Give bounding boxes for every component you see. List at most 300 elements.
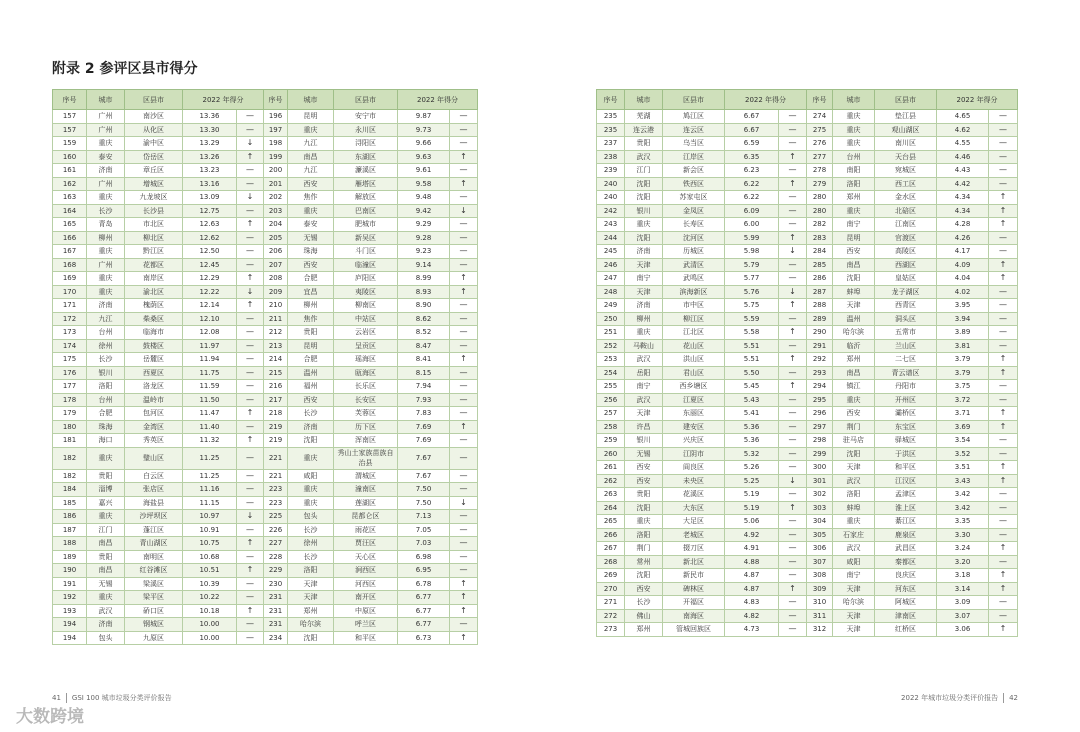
rank-cell: 287: [807, 285, 833, 299]
district-cell: 金湾区: [125, 420, 183, 434]
score-cell: 9.42: [398, 204, 450, 218]
rank-cell: 305: [807, 528, 833, 542]
rank-cell: 252: [597, 339, 625, 353]
district-cell: 沙坪坝区: [125, 510, 183, 524]
score-cell: 7.69: [398, 420, 450, 434]
trend-cell: —: [450, 510, 478, 524]
rank-cell: 280: [807, 191, 833, 205]
district-cell: 呈贡区: [334, 339, 398, 353]
score-cell: 12.14: [183, 299, 237, 313]
district-cell: 渭城区: [334, 469, 398, 483]
district-cell: 江阴市: [663, 447, 725, 461]
table-row: [597, 542, 1018, 556]
rank-cell: 303: [807, 501, 833, 515]
district-cell: 红桥区: [875, 623, 937, 637]
rank-cell: 194: [53, 618, 87, 632]
city-cell: 西安: [288, 177, 334, 191]
city-cell: 无锡: [288, 231, 334, 245]
trend-cell: —: [450, 218, 478, 232]
rank-cell: 242: [597, 204, 625, 218]
table-row: [53, 469, 478, 483]
district-cell: 南明区: [125, 550, 183, 564]
score-cell: 11.25: [183, 469, 237, 483]
city-cell: 重庆: [87, 191, 125, 205]
district-cell: 江北区: [663, 326, 725, 340]
city-cell: 长沙: [288, 550, 334, 564]
trend-cell: —: [237, 420, 264, 434]
rank-cell: 171: [53, 299, 87, 313]
city-cell: 济南: [87, 164, 125, 178]
score-cell: 3.71: [937, 407, 989, 421]
trend-cell: —: [779, 420, 807, 434]
district-cell: 九龙坡区: [125, 191, 183, 205]
rank-cell: 205: [264, 231, 288, 245]
district-cell: 巴南区: [334, 204, 398, 218]
score-cell: 7.03: [398, 537, 450, 551]
score-cell: 10.97: [183, 510, 237, 524]
score-cell: 5.58: [725, 326, 779, 340]
district-cell: 柴桑区: [125, 312, 183, 326]
table-row: [597, 474, 1018, 488]
city-cell: 洛阳: [87, 380, 125, 394]
rank-cell: 191: [53, 577, 87, 591]
district-cell: 雨花区: [334, 523, 398, 537]
score-cell: 4.92: [725, 528, 779, 542]
score-cell: 6.35: [725, 150, 779, 164]
trend-cell: —: [237, 231, 264, 245]
district-cell: 解放区: [334, 191, 398, 205]
rank-cell: 176: [53, 366, 87, 380]
score-cell: 5.36: [725, 434, 779, 448]
table-row: [597, 218, 1018, 232]
district-cell: 掇刀区: [663, 542, 725, 556]
trend-cell: ↑: [989, 366, 1018, 380]
city-cell: 温州: [288, 366, 334, 380]
trend-cell: ↑: [989, 272, 1018, 286]
city-cell: 荆门: [833, 420, 875, 434]
header-district: 区县市: [125, 90, 183, 110]
rank-cell: 231: [264, 618, 288, 632]
trend-cell: —: [779, 339, 807, 353]
district-cell: 章丘区: [125, 164, 183, 178]
trend-cell: —: [989, 596, 1018, 610]
rank-cell: 238: [597, 150, 625, 164]
table-row: [53, 483, 478, 497]
rank-cell: 237: [597, 137, 625, 151]
header-district: 区县市: [663, 90, 725, 110]
city-cell: 济南: [87, 618, 125, 632]
rank-cell: 223: [264, 483, 288, 497]
rank-cell: 208: [264, 272, 288, 286]
district-cell: 贾汪区: [334, 537, 398, 551]
table-row: [53, 564, 478, 578]
trend-cell: —: [450, 312, 478, 326]
city-cell: 重庆: [87, 272, 125, 286]
trend-cell: —: [237, 591, 264, 605]
city-cell: 江门: [625, 164, 663, 178]
rank-cell: 298: [807, 434, 833, 448]
trend-cell: —: [450, 339, 478, 353]
rank-cell: 243: [597, 218, 625, 232]
district-cell: 岳麓区: [125, 353, 183, 367]
district-cell: 东丽区: [663, 407, 725, 421]
city-cell: 西安: [833, 407, 875, 421]
city-cell: 重庆: [87, 285, 125, 299]
trend-cell: —: [237, 631, 264, 645]
score-cell: 5.06: [725, 515, 779, 529]
trend-cell: ↓: [779, 245, 807, 259]
district-cell: 市中区: [663, 299, 725, 313]
rank-cell: 213: [264, 339, 288, 353]
city-cell: 济南: [87, 299, 125, 313]
city-cell: 长沙: [87, 204, 125, 218]
trend-cell: —: [450, 393, 478, 407]
trend-cell: —: [237, 204, 264, 218]
district-cell: 莲湖区: [334, 496, 398, 510]
trend-cell: —: [989, 299, 1018, 313]
district-cell: 花溪区: [663, 488, 725, 502]
score-cell: 11.47: [183, 407, 237, 421]
rank-cell: 178: [53, 393, 87, 407]
score-cell: 12.08: [183, 326, 237, 340]
score-cell: 8.52: [398, 326, 450, 340]
district-cell: 武清区: [663, 258, 725, 272]
district-cell: 九原区: [125, 631, 183, 645]
score-cell: 7.05: [398, 523, 450, 537]
rank-cell: 177: [53, 380, 87, 394]
district-cell: 南开区: [334, 591, 398, 605]
score-cell: 4.91: [725, 542, 779, 556]
score-cell: 4.42: [937, 177, 989, 191]
trend-cell: ↓: [237, 510, 264, 524]
table-row: [597, 596, 1018, 610]
trend-cell: —: [450, 137, 478, 151]
trend-cell: —: [450, 245, 478, 259]
city-cell: 沈阳: [625, 191, 663, 205]
rank-cell: 300: [807, 461, 833, 475]
table-row: [53, 177, 478, 191]
district-cell: 包河区: [125, 407, 183, 421]
trend-cell: —: [237, 523, 264, 537]
trend-cell: —: [779, 528, 807, 542]
city-cell: 重庆: [833, 393, 875, 407]
district-cell: 江夏区: [663, 393, 725, 407]
district-cell: 秀英区: [125, 434, 183, 448]
score-cell: 3.09: [937, 596, 989, 610]
city-cell: 蚌埠: [833, 285, 875, 299]
city-cell: 昆明: [288, 110, 334, 124]
city-cell: 台州: [87, 393, 125, 407]
district-cell: 开州区: [875, 393, 937, 407]
rank-cell: 203: [264, 204, 288, 218]
score-cell: 9.87: [398, 110, 450, 124]
table-row: [53, 164, 478, 178]
city-cell: 南宁: [625, 380, 663, 394]
city-cell: 重庆: [833, 110, 875, 124]
city-cell: 福州: [288, 380, 334, 394]
table-row: [53, 299, 478, 313]
rank-cell: 166: [53, 231, 87, 245]
table-row: [53, 218, 478, 232]
score-cell: 4.43: [937, 164, 989, 178]
district-cell: 南川区: [875, 137, 937, 151]
city-cell: 洛阳: [625, 528, 663, 542]
district-cell: 和平区: [875, 461, 937, 475]
header-city: 城市: [625, 90, 663, 110]
city-cell: 洛阳: [833, 177, 875, 191]
table-row: [53, 231, 478, 245]
rank-cell: 294: [807, 380, 833, 394]
score-cell: 7.50: [398, 496, 450, 510]
district-cell: 皇姑区: [875, 272, 937, 286]
table-row: [53, 312, 478, 326]
trend-cell: ↓: [450, 496, 478, 510]
rank-cell: 302: [807, 488, 833, 502]
district-cell: 新会区: [663, 164, 725, 178]
rank-cell: 234: [264, 631, 288, 645]
rank-cell: 211: [264, 312, 288, 326]
trend-cell: —: [779, 312, 807, 326]
district-cell: 河东区: [875, 582, 937, 596]
trend-cell: —: [989, 150, 1018, 164]
district-cell: 肥城市: [334, 218, 398, 232]
city-cell: 重庆: [87, 245, 125, 259]
rank-cell: 189: [53, 550, 87, 564]
district-cell: 铁西区: [663, 177, 725, 191]
rank-cell: 198: [264, 137, 288, 151]
district-cell: 西夏区: [125, 366, 183, 380]
city-cell: 银川: [625, 204, 663, 218]
score-cell: 9.23: [398, 245, 450, 259]
trend-cell: ↑: [450, 177, 478, 191]
rank-cell: 219: [264, 420, 288, 434]
district-cell: 二七区: [875, 353, 937, 367]
district-cell: 武昌区: [875, 542, 937, 556]
score-cell: 5.77: [725, 272, 779, 286]
score-cell: 3.24: [937, 542, 989, 556]
rank-cell: 262: [597, 474, 625, 488]
rank-cell: 280: [807, 204, 833, 218]
city-cell: 郑州: [288, 604, 334, 618]
rank-cell: 173: [53, 326, 87, 340]
rank-cell: 289: [807, 312, 833, 326]
district-cell: 兰山区: [875, 339, 937, 353]
header-city: 城市: [288, 90, 334, 110]
city-cell: 洛阳: [288, 564, 334, 578]
city-cell: 贵阳: [625, 488, 663, 502]
rank-cell: 214: [264, 353, 288, 367]
rank-cell: 197: [264, 123, 288, 137]
district-cell: 南海区: [663, 609, 725, 623]
district-cell: 江汉区: [875, 474, 937, 488]
score-cell: 11.15: [183, 496, 237, 510]
rank-cell: 194: [53, 631, 87, 645]
table-row: [53, 420, 478, 434]
city-cell: 无锡: [625, 447, 663, 461]
rank-cell: 299: [807, 447, 833, 461]
table-row: [53, 591, 478, 605]
rank-cell: 291: [807, 339, 833, 353]
trend-cell: —: [237, 393, 264, 407]
trend-cell: —: [779, 488, 807, 502]
score-cell: 10.75: [183, 537, 237, 551]
district-cell: 新北区: [663, 555, 725, 569]
trend-cell: —: [237, 447, 264, 469]
trend-cell: —: [989, 434, 1018, 448]
district-cell: 花山区: [663, 339, 725, 353]
district-cell: 昆都仑区: [334, 510, 398, 524]
rank-cell: 259: [597, 434, 625, 448]
district-cell: 市北区: [125, 218, 183, 232]
trend-cell: —: [989, 177, 1018, 191]
score-cell: 9.48: [398, 191, 450, 205]
rank-cell: 192: [53, 591, 87, 605]
score-cell: 6.59: [725, 137, 779, 151]
district-cell: 柳江区: [663, 312, 725, 326]
city-cell: 重庆: [288, 483, 334, 497]
trend-cell: —: [989, 110, 1018, 124]
trend-cell: ↑: [779, 177, 807, 191]
header-score: 2022 年得分: [937, 90, 1018, 110]
score-cell: 3.20: [937, 555, 989, 569]
trend-cell: —: [779, 366, 807, 380]
city-cell: 南昌: [87, 537, 125, 551]
rank-cell: 193: [53, 604, 87, 618]
table-row: [597, 461, 1018, 475]
score-cell: 12.75: [183, 204, 237, 218]
table-header-row: [597, 90, 1018, 110]
district-cell: 温岭市: [125, 393, 183, 407]
city-cell: 岳阳: [625, 366, 663, 380]
header-city: 城市: [87, 90, 125, 110]
score-cell: 12.45: [183, 258, 237, 272]
rank-cell: 182: [53, 447, 87, 469]
rank-cell: 267: [597, 542, 625, 556]
district-cell: 长乐区: [334, 380, 398, 394]
city-cell: 重庆: [288, 204, 334, 218]
rank-cell: 266: [597, 528, 625, 542]
rank-cell: 292: [807, 353, 833, 367]
header-rank: 序号: [807, 90, 833, 110]
rank-cell: 165: [53, 218, 87, 232]
rank-cell: 265: [597, 515, 625, 529]
city-cell: 重庆: [833, 137, 875, 151]
city-cell: 天津: [625, 258, 663, 272]
score-cell: 10.91: [183, 523, 237, 537]
city-cell: 海口: [87, 434, 125, 448]
table-row: [53, 604, 478, 618]
table-row: [597, 137, 1018, 151]
score-cell: 5.25: [725, 474, 779, 488]
district-cell: 岱岳区: [125, 150, 183, 164]
score-table-right: [596, 89, 1018, 637]
city-cell: 南宁: [625, 272, 663, 286]
rank-cell: 245: [597, 245, 625, 259]
score-cell: 4.09: [937, 258, 989, 272]
trend-cell: —: [450, 366, 478, 380]
trend-cell: —: [989, 555, 1018, 569]
rank-cell: 240: [597, 191, 625, 205]
table-row: [597, 231, 1018, 245]
table-row: [597, 339, 1018, 353]
city-cell: 天津: [833, 461, 875, 475]
trend-cell: —: [779, 407, 807, 421]
district-cell: 庐阳区: [334, 272, 398, 286]
score-cell: 8.99: [398, 272, 450, 286]
district-cell: 大足区: [663, 515, 725, 529]
city-cell: 沈阳: [625, 177, 663, 191]
score-cell: 10.00: [183, 631, 237, 645]
district-cell: 白云区: [125, 469, 183, 483]
district-cell: 长沙县: [125, 204, 183, 218]
score-cell: 5.43: [725, 393, 779, 407]
city-cell: 重庆: [833, 123, 875, 137]
district-cell: 瓯海区: [334, 366, 398, 380]
city-cell: 台州: [833, 150, 875, 164]
city-cell: 芜湖: [625, 110, 663, 124]
city-cell: 重庆: [625, 515, 663, 529]
district-cell: 璧山区: [125, 447, 183, 469]
city-cell: 镇江: [833, 380, 875, 394]
table-row: [53, 285, 478, 299]
score-cell: 3.06: [937, 623, 989, 637]
city-cell: 连云港: [625, 123, 663, 137]
city-cell: 郑州: [625, 623, 663, 637]
trend-cell: —: [989, 285, 1018, 299]
city-cell: 沈阳: [833, 272, 875, 286]
table-row: [53, 631, 478, 645]
trend-cell: —: [779, 204, 807, 218]
rank-cell: 290: [807, 326, 833, 340]
trend-cell: —: [237, 380, 264, 394]
district-cell: 潼南区: [334, 483, 398, 497]
district-cell: 青云谱区: [875, 366, 937, 380]
city-cell: 武汉: [833, 542, 875, 556]
rank-cell: 221: [264, 447, 288, 469]
rank-cell: 218: [264, 407, 288, 421]
score-cell: 12.29: [183, 272, 237, 286]
trend-cell: —: [989, 501, 1018, 515]
rank-cell: 186: [53, 510, 87, 524]
district-cell: 丹阳市: [875, 380, 937, 394]
city-cell: 昆明: [833, 231, 875, 245]
district-cell: 金水区: [875, 191, 937, 205]
trend-cell: ↑: [450, 604, 478, 618]
report-title: GSI 100 城市垃圾分类评价报告: [71, 694, 172, 702]
district-cell: 龙子湖区: [875, 285, 937, 299]
score-cell: 6.67: [725, 110, 779, 124]
score-cell: 5.79: [725, 258, 779, 272]
score-cell: 3.14: [937, 582, 989, 596]
rank-cell: 293: [807, 366, 833, 380]
trend-cell: ↑: [237, 434, 264, 448]
district-cell: 洞头区: [875, 312, 937, 326]
trend-cell: ↓: [237, 285, 264, 299]
score-cell: 5.99: [725, 231, 779, 245]
district-cell: 钢城区: [125, 618, 183, 632]
score-cell: 6.98: [398, 550, 450, 564]
rank-cell: 270: [597, 582, 625, 596]
rank-cell: 264: [597, 501, 625, 515]
district-cell: 涧西区: [334, 564, 398, 578]
district-cell: 浔阳区: [334, 137, 398, 151]
city-cell: 银川: [87, 366, 125, 380]
district-cell: 西湖区: [875, 258, 937, 272]
table-row: [53, 510, 478, 524]
trend-cell: —: [989, 488, 1018, 502]
table-row: [597, 623, 1018, 637]
city-cell: 重庆: [87, 591, 125, 605]
